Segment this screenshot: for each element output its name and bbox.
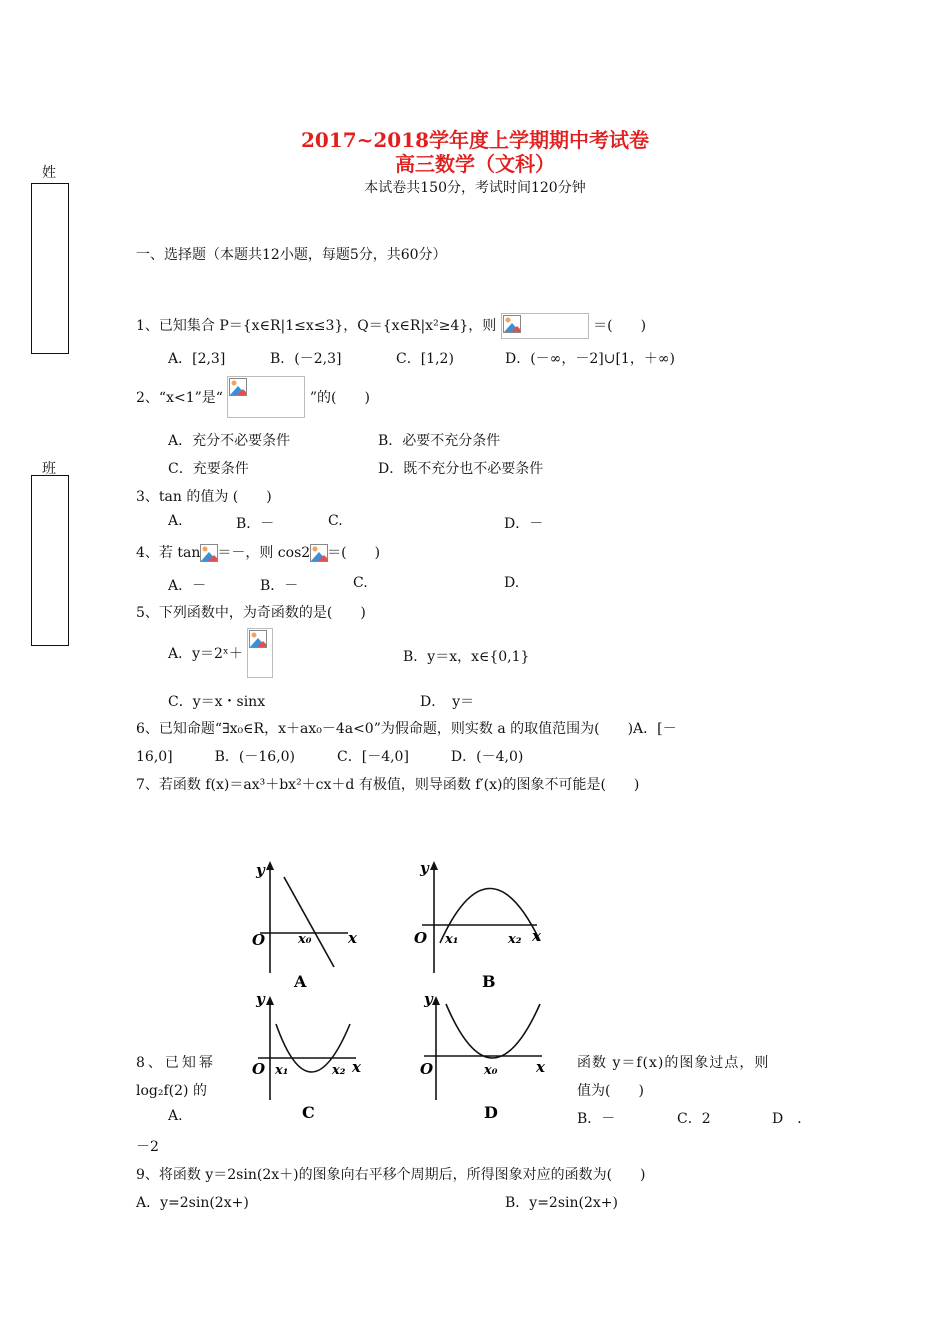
q8-option-c: C．2 bbox=[677, 1111, 711, 1127]
side-class-box[interactable] bbox=[31, 475, 69, 646]
graph-c-origin: O bbox=[252, 1060, 266, 1078]
graph-d-caption: D bbox=[484, 1103, 498, 1122]
q2-option-c: C．充要条件 bbox=[168, 461, 249, 477]
graph-c-y-label: y bbox=[256, 990, 265, 1008]
question-4 bbox=[136, 542, 380, 562]
side-name-box[interactable] bbox=[31, 183, 69, 354]
graph-a-origin: O bbox=[252, 931, 266, 949]
q1-option-a: A．[2,3] bbox=[168, 351, 226, 367]
q8-option-a: A. bbox=[168, 1108, 183, 1124]
graph-a-x0: x₀ bbox=[298, 932, 312, 947]
q8-left-line-1: 8、已知幂 bbox=[136, 1055, 216, 1071]
q8-option-d: D ． bbox=[772, 1111, 812, 1127]
q4-option-a: A．－ bbox=[168, 578, 207, 594]
question-6-line-1: 6、已知命题“∃x₀∈R，x＋ax₀－4a<0”为假命题，则实数 a 的取值范围为( )A．[－ bbox=[136, 721, 677, 737]
side-class-label: 班 bbox=[42, 461, 56, 477]
graph-a-x-label: x bbox=[348, 929, 357, 947]
q4-option-d: D. bbox=[504, 575, 520, 591]
exam-title: 2017~2018学年度上学期期中考试卷 bbox=[300, 128, 650, 152]
q4-option-b: B．－ bbox=[260, 578, 299, 594]
exam-subtitle: 高三数学（文科） bbox=[395, 152, 555, 176]
broken-image-icon bbox=[200, 544, 218, 562]
q5-option-a-text: A．y＝2ˣ＋ bbox=[168, 646, 243, 662]
graph-c-x1: x₁ bbox=[275, 1063, 289, 1078]
question-3: 3、tan 的值为 ( ) bbox=[136, 489, 272, 505]
graph-b-y-label: y bbox=[420, 859, 429, 877]
q4-formula-image-icon-2 bbox=[310, 544, 327, 562]
broken-image-icon bbox=[249, 630, 267, 648]
q4-stem-b: ＝－，则 cos2 bbox=[217, 545, 311, 561]
graph-a-line bbox=[284, 877, 334, 967]
q2-stem-b: ”的( ) bbox=[309, 390, 370, 406]
q2-stem-a: 2、“x<1”是“ bbox=[136, 390, 223, 406]
section-heading: 一、选择题（本题共12小题，每题5分，共60分） bbox=[136, 247, 447, 263]
question-2 bbox=[136, 376, 370, 420]
q8-option-b: B．－ bbox=[577, 1111, 616, 1127]
q9-option-a: A．y=2sin(2x+) bbox=[136, 1195, 249, 1211]
graph-d-y-label: y bbox=[424, 990, 433, 1008]
q1-formula-image-icon bbox=[501, 313, 589, 339]
question-7: 7、若函数 f(x)＝ax³＋bx²＋cx＋d 有极值，则导函数 f′(x)的图象不可能是( ) bbox=[136, 777, 640, 793]
graph-b bbox=[412, 855, 552, 995]
q4-option-c: C. bbox=[353, 575, 368, 591]
q5-formula-image-icon bbox=[247, 628, 273, 678]
q5-option-c: C．y＝x・sinx bbox=[168, 694, 266, 710]
graph-b-x2: x₂ bbox=[508, 932, 522, 947]
graph-b-x1: x₁ bbox=[445, 932, 459, 947]
q1-stem-a: 1、已知集合 P＝{x∈R|1≤x≤3}，Q＝{x∈R|x²≥4}，则 bbox=[136, 318, 497, 334]
exam-info: 本试卷共150分，考试时间120分钟 bbox=[364, 180, 586, 196]
graph-c bbox=[248, 990, 378, 1125]
q5-option-a bbox=[168, 628, 273, 680]
q4-stem-c: ＝( ) bbox=[327, 545, 381, 561]
graph-a-y-arrow bbox=[266, 861, 274, 870]
graph-a bbox=[248, 855, 368, 995]
q9-option-b: B．y=2sin(2x+) bbox=[505, 1195, 618, 1211]
graph-d-x0: x₀ bbox=[484, 1063, 498, 1078]
graph-c-x-label: x bbox=[352, 1058, 361, 1076]
q2-formula-image-icon bbox=[227, 376, 305, 418]
q1-option-b: B．(－2,3] bbox=[270, 351, 342, 367]
graph-d bbox=[418, 990, 558, 1125]
q8-right-line-2: 值为( ) bbox=[577, 1083, 644, 1099]
q3-option-b: B．－ bbox=[236, 516, 275, 532]
broken-image-icon bbox=[503, 315, 521, 333]
graph-a-y-label: y bbox=[256, 861, 265, 879]
q3-option-d: D．－ bbox=[504, 516, 544, 532]
q1-stem-b: ＝( ) bbox=[593, 318, 647, 334]
graph-b-caption: B bbox=[482, 972, 496, 991]
q5-option-b: B．y＝x，x∈{0,1} bbox=[403, 649, 530, 665]
q8-option-d-value: －2 bbox=[136, 1139, 159, 1155]
broken-image-icon bbox=[310, 544, 328, 562]
graph-d-y-arrow bbox=[432, 996, 440, 1005]
graph-d-curve bbox=[446, 1004, 540, 1058]
question-5: 5、下列函数中，为奇函数的是( ) bbox=[136, 605, 366, 621]
q8-left-line-2: log₂f(2) 的 bbox=[136, 1083, 207, 1099]
graph-d-x-label: x bbox=[536, 1058, 545, 1076]
question-1 bbox=[136, 313, 646, 339]
graph-d-origin: O bbox=[420, 1060, 434, 1078]
question-6-line-2: 16,0] B．(－16,0) C．[－4,0] D．(－4,0) bbox=[136, 749, 524, 765]
graph-b-y-arrow bbox=[430, 861, 438, 870]
graph-c-y-arrow bbox=[266, 996, 274, 1005]
q5-option-d: D． y＝ bbox=[420, 694, 475, 710]
question-9: 9、将函数 y＝2sin(2x＋)的图象向右平移个周期后，所得图象对应的函数为( ) bbox=[136, 1167, 646, 1183]
graph-c-caption: C bbox=[302, 1103, 315, 1122]
q2-option-a: A．充分不必要条件 bbox=[168, 433, 291, 449]
q3-option-c: C. bbox=[328, 513, 343, 529]
graph-b-x-label: x bbox=[532, 927, 541, 945]
q1-option-d: D．(－∞，－2]∪[1，＋∞) bbox=[505, 351, 675, 367]
q3-option-a: A. bbox=[168, 513, 183, 529]
graph-a-caption: A bbox=[294, 972, 307, 991]
graph-c-x2: x₂ bbox=[332, 1063, 346, 1078]
q8-right-line-1: 函数 y＝f(x)的图象过点，则 bbox=[577, 1055, 770, 1071]
graph-b-origin: O bbox=[414, 929, 428, 947]
q4-formula-image-icon-1 bbox=[200, 544, 217, 562]
q4-stem-a: 4、若 tan bbox=[136, 545, 201, 561]
q2-option-b: B．必要不充分条件 bbox=[378, 433, 501, 449]
q1-option-c: C．[1,2) bbox=[396, 351, 454, 367]
q2-option-d: D．既不充分也不必要条件 bbox=[378, 461, 544, 477]
broken-image-icon bbox=[229, 378, 247, 396]
side-name-label: 姓 bbox=[42, 165, 56, 181]
